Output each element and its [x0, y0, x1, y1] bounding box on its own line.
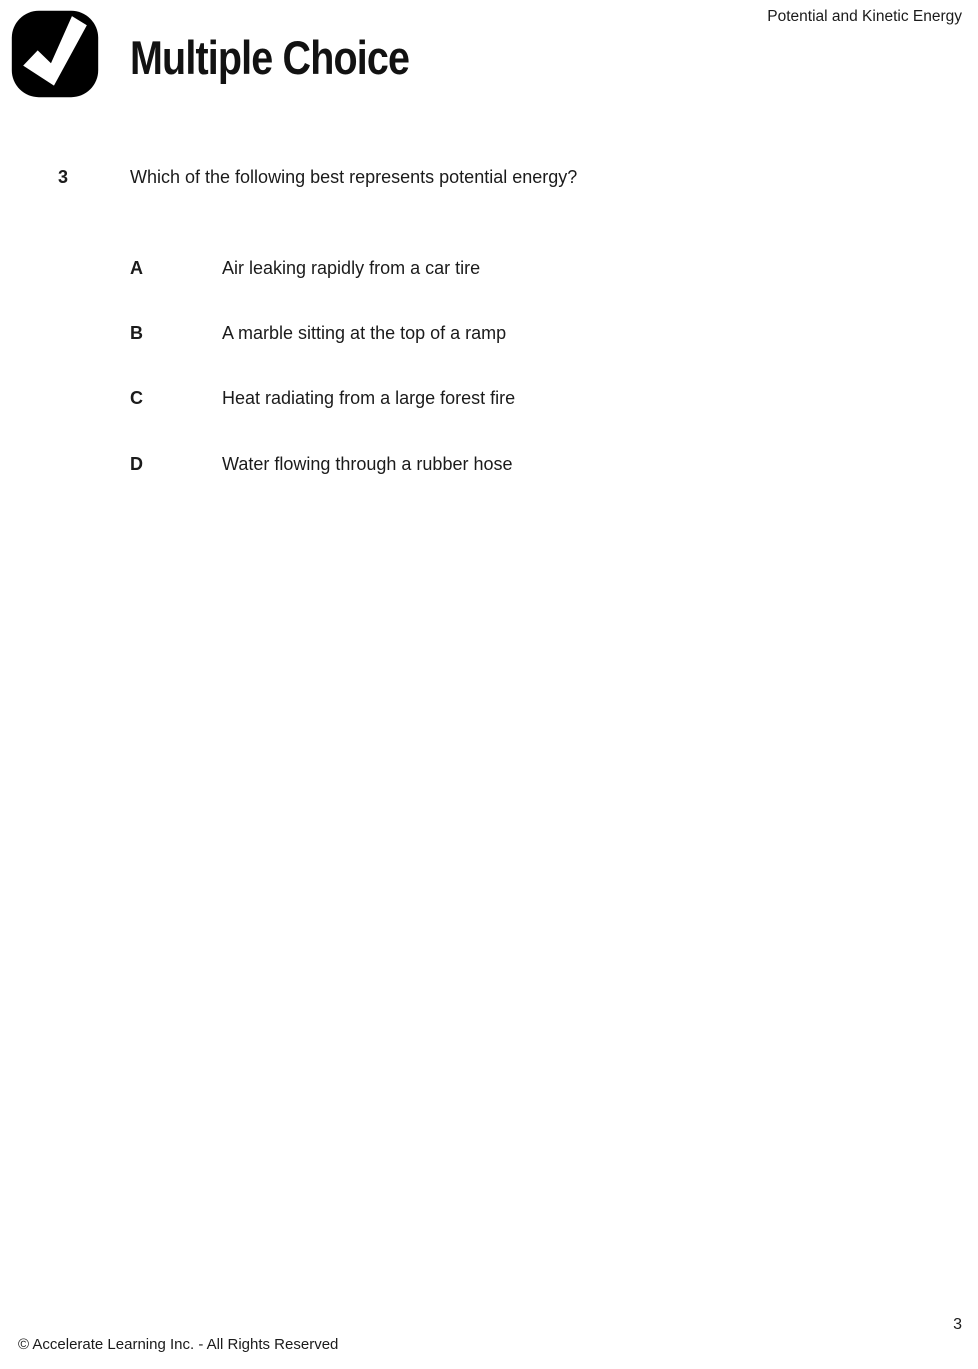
course-title: Potential and Kinetic Energy — [767, 8, 962, 25]
option-a — [0, 258, 978, 282]
option-d-text: Water flowing through a rubber hose — [222, 454, 513, 474]
copyright-text: © Accelerate Learning Inc. - All Rights Reserved — [18, 1336, 339, 1353]
multiple-choice-logo — [10, 8, 100, 100]
page-title: Multiple Choice — [130, 31, 410, 84]
option-c-letter: C — [130, 388, 143, 408]
option-b-letter: B — [130, 323, 143, 343]
option-b — [0, 323, 978, 347]
page-number: 3 — [953, 1316, 962, 1333]
option-d — [0, 454, 978, 478]
option-a-letter: A — [130, 258, 143, 278]
checkmark-icon — [10, 8, 100, 100]
option-b-text: A marble sitting at the top of a ramp — [222, 323, 507, 343]
option-c-text: Heat radiating from a large forest fire — [222, 388, 516, 408]
question-text: Which of the following best represents potential energy? — [130, 167, 578, 187]
option-c — [0, 388, 978, 412]
option-d-letter: D — [130, 454, 143, 474]
option-a-text: Air leaking rapidly from a car tire — [222, 258, 481, 278]
question-number: 3 — [58, 167, 69, 187]
